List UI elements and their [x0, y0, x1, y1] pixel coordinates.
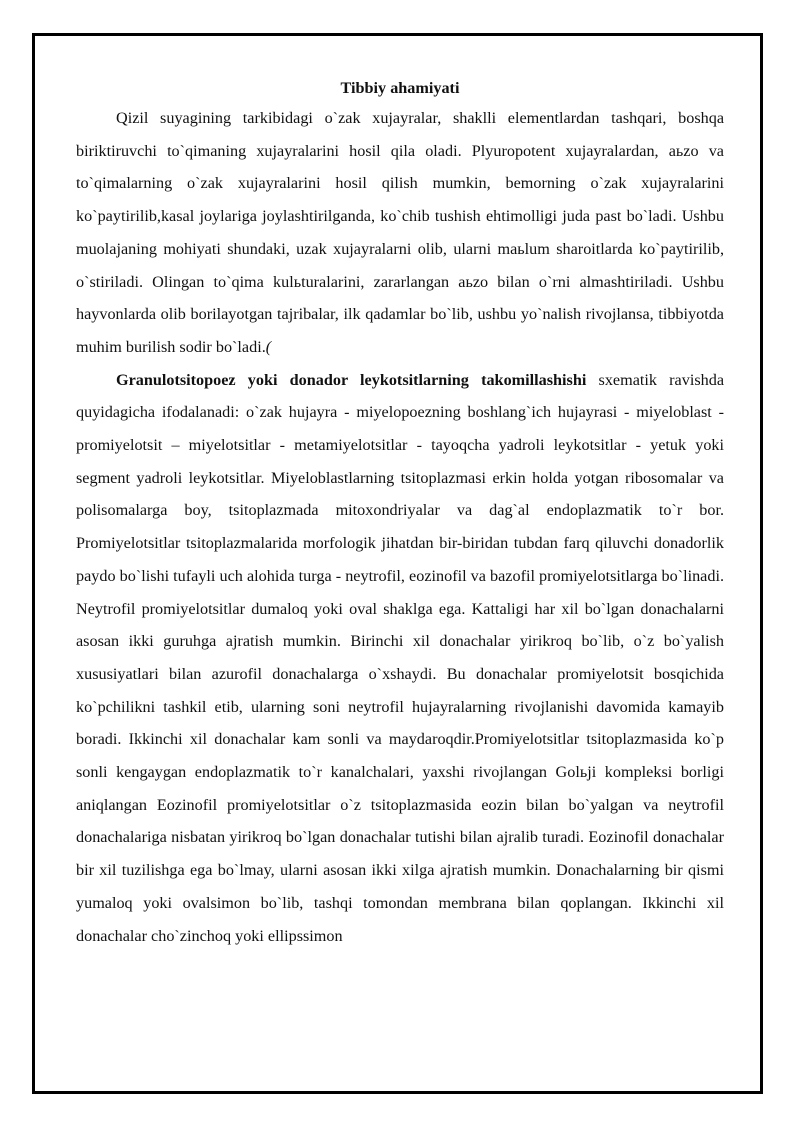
paragraph-tail: (	[265, 337, 272, 356]
paragraph-granulocytopoiesis	[76, 364, 724, 953]
page-title: Tibbiy ahamiyati	[340, 79, 460, 97]
paragraph-text: sxematik ravishda quyidagicha ifodalanadi: o`zak hujayra - miyelopoezning boshlang`ich hujayrasi - miyeloblast - promiyelotsit – miyelotsitlar - metamiyelotsitlar - tayoqcha yadroli leykotsitlar - yetuk yoki segment yadroli leykotsitlar. Miyeloblastlarning tsitoplazmasi erkin holda yotgan ribosomalar va polisomalarga boy, tsitoplazmada mitoxondriyalar va dag`al endoplazmatik to`r bor. Promiyelotsitlar tsitoplazmalarida morfologik jihatdan bir-biridan tubdan farq qiluvchi donadorlik paydo bo`lishi tufayli uch alohida turga - neytrofil, eozinofil va bazofil promiyelotsitlarga bo`linadi. Neytrofil promiyelotsitlar dumaloq yoki oval shaklga ega. Kattaligi har xil bo`lgan donachalarni asosan ikki guruhga ajratish mumkin. Birinchi xil donachalar yirikroq bo`lib, o`z bo`yalish xususiyatlari bilan azurofil donachalarga o`xshaydi. Bu donachalar promiyelotsit bosqichida ko`pchilikni tashkil etib, ularning soni neytrofil hujayralarning rivojlanishi davomida kamayib boradi. Ikkinchi xil donachalar kam sonli va maydaroqdir.Promiyelotsitlar tsitoplazmasida ko`p sonli kengaygan endoplazmatik to`r kanalchalari, yaxshi rivojlangan Golьji kompleksi borligi aniqlangan Eozinofil promiyelotsitlar o`z tsitoplazmasida eozin bilan bo`yalgan va neytrofil donachalariga nisbatan yirikroq bo`lgan donachalar tutishi bilan ajralib turadi. Eozinofil donachalar bir xil tuzilishga ega bo`lmay, ularni asosan ikki xilga ajratish mumkin. Donachalarning bir qismi yumaloq yoki ovalsimon bo`lib, tashqi tomondan membrana bilan qoplangan. Ikkinchi xil donachalar cho`zinchoq yoki ellipssimon	[76, 370, 724, 945]
paragraph-lead-term: Granulotsitopoez yoki donador leykotsitlarning takomillashishi	[116, 370, 587, 389]
paragraph-medical-significance	[76, 102, 724, 364]
document-body	[76, 78, 724, 952]
paragraph-text: Qizil suyagining tarkibidagi o`zak xujayralar, shaklli elementlardan tashqari, boshqa biriktiruvchi to`qimaning xujayralarini hosil qila oladi. Plyuropotent xujayralardan, aьzo va to`qimalarning o`zak xujayralarini hosil qilish mumkin, bemorning o`zak xujayralarini ko`paytirilib,kasal joylariga joylashtirilganda, ko`chib tushish ehtimolligi juda past bo`ladi. Ushbu muolajaning mohiyati shundaki, uzak xujayralarni olib, ularni maьlum sharoitlarda ko`paytirilib, o`stiriladi. Olingan to`qima kulьturalarini, zararlangan aьzo bilan o`rni almashtiriladi. Ushbu hayvonlarda olib borilayotgan tajribalar, ilk qadamlar bo`lib, ushbu yo`nalish rivojlansa, tibbiyotda muhim burilish sodir bo`ladi.	[76, 109, 724, 356]
